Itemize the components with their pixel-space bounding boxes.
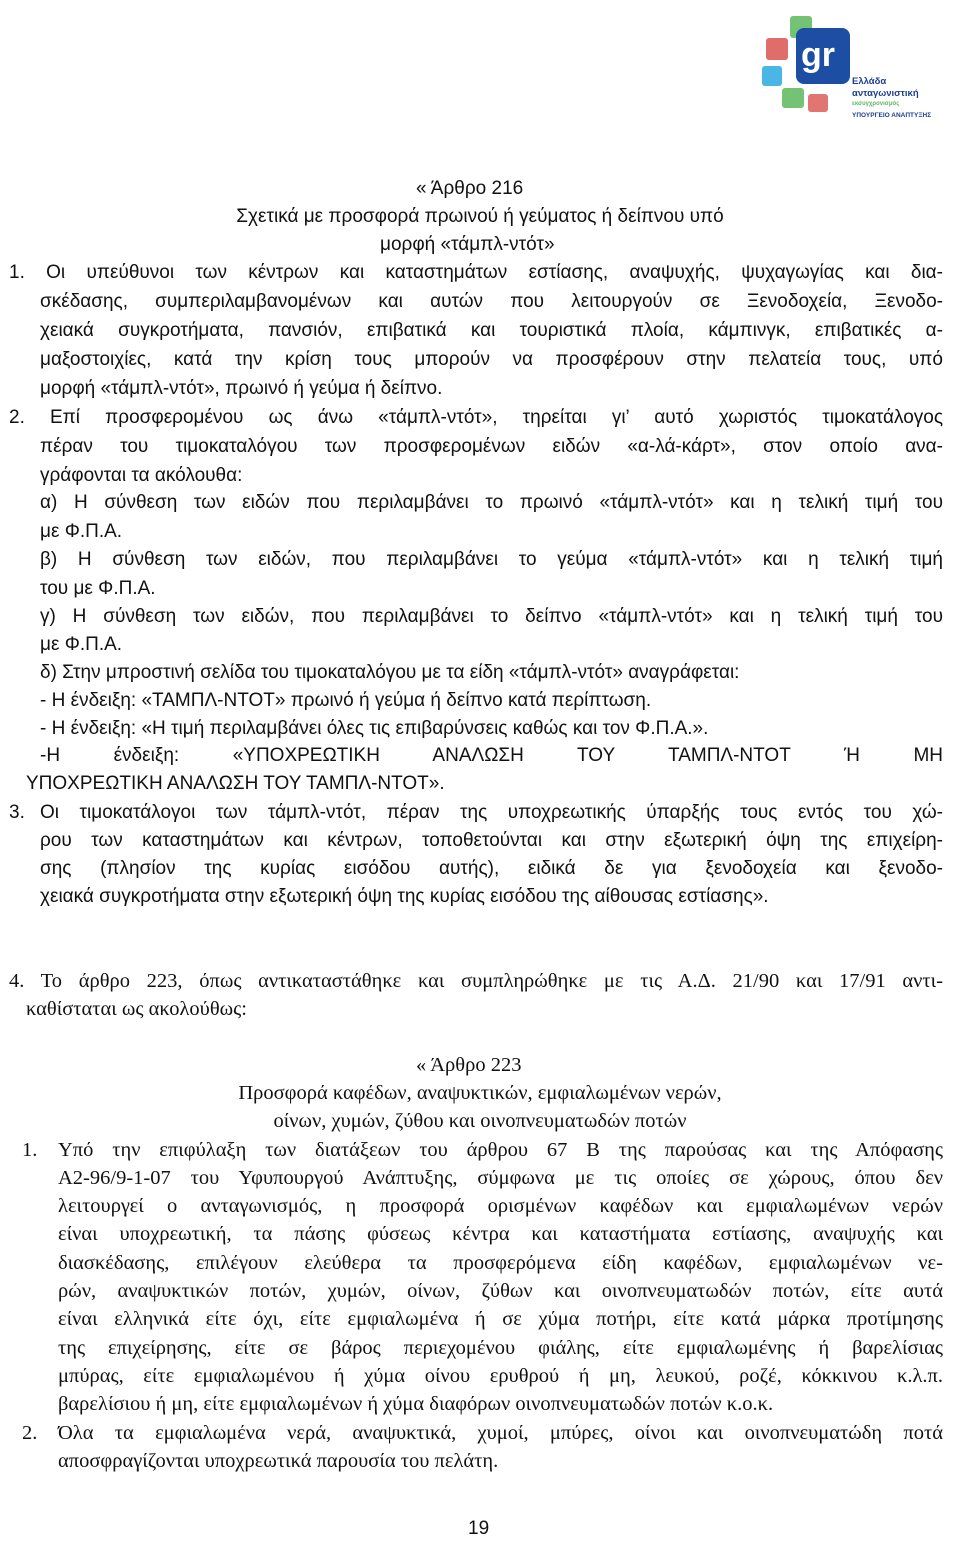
art223-p1-line: είναι υποχρεωτική, τα πάσης φύσεως κέντρα και καταστήματα εστίασης, αναψυχής και — [58, 1223, 943, 1245]
art223-p1-line: μπύρας, είτε εμφιαλωμένου ή χύμα οίνου ερυθρού ή μη, λευκού, ροζέ, κόκκινου κ.λ.π. — [58, 1365, 943, 1387]
art216-p3-number: 3. — [9, 802, 25, 823]
article-223-heading: « Άρθρο 223 — [416, 1054, 522, 1076]
art216-item-b: β) Η σύνθεση των ειδών, που περιλαμβάνει το γεύμα «τάμπλ-ντότ» και η τελική τιμή — [40, 549, 943, 570]
para4-line: καθίσταται ως ακολούθως: — [26, 998, 247, 1020]
art216-item-c: γ) Η σύνθεση των ειδών, που περιλαμβάνει το δείπνο «τάμπλ-ντότ» και η τελική τιμή του — [40, 606, 943, 627]
art223-p2-line: αποσφραγίζονται υποχρεωτικά παρουσία του πελάτη. — [58, 1450, 499, 1472]
art223-p1-number: 1. — [22, 1139, 38, 1161]
art216-item-c-cont: με Φ.Π.Α. — [40, 634, 123, 655]
art216-item-a-cont: με Φ.Π.Α. — [40, 521, 123, 542]
art216-p1-line: χειακά συγκροτήματα, πανσιόν, επιβατικά και τουριστικά πλοία, κάμπινγκ, επιβατικές α- — [40, 320, 943, 341]
art216-item-d-indication2: - Η ένδειξη: «Η τιμή περιλαμβάνει όλες τις επιβαρύνσεις καθώς και τον Φ.Π.Α.». — [40, 718, 709, 739]
page-number: 19 — [468, 1518, 490, 1539]
article-223-title-line2: οίνων, χυμών, ζύθου και οινοπνευματωδών ποτών — [273, 1110, 687, 1132]
art216-item-d-indication3: -Η ένδειξη: «ΥΠΟΧΡΕΩΤΙΚΗ ΑΝΑΛΩΣΗ ΤΟΥ ΤΑΜΠΛ-ΝΤΟΤ Ή ΜΗ — [40, 745, 943, 766]
art216-p1-line: μορφή «τάμπλ-ντότ», πρωινό ή γεύμα ή δείπνο. — [40, 378, 443, 399]
para4-line: 4. Το άρθρο 223, όπως αντικαταστάθηκε και συμπληρώθηκε με τις Α.Δ. 21/90 και 17/91 αντι- — [9, 970, 943, 992]
article-223-title-line1: Προσφορά καφέδων, αναψυκτικών, εμφιαλωμένων νερών, — [238, 1082, 722, 1104]
logo-line3: εκσυγχρονισμός — [852, 101, 900, 107]
art216-p3-line: ρου των καταστημάτων και κέντρων, τοποθετούνται και στην εξωτερική όψη της επιχείρη- — [40, 830, 943, 851]
art216-p3-line: χειακά συγκροτήματα στην εξωτερική όψη της κυρίας εισόδου της αίθουσας εστίασης». — [40, 886, 769, 907]
art223-p1-line: ρών, αναψυκτικών ποτών, χυμών, οίνων, ζύθων και οινοπνευματωδών ποτών, είτε αυτά — [58, 1280, 943, 1302]
article-216-heading: « Άρθρο 216 — [416, 178, 524, 199]
article-216-title-line1: Σχετικά με προσφορά πρωινού ή γεύματος ή δείπνου υπό — [236, 206, 724, 227]
art223-p1-line: διασκέδασης, επιλέγουν ελεύθερα τα προσφερόμενα είδη καφέδων, εμφιαλωμένων νε- — [58, 1252, 943, 1274]
art216-p1-line: σκέδασης, συμπεριλαμβανομένων και αυτών που λειτουργούν σε Ξενοδοχεία, Ξενοδο- — [40, 291, 943, 312]
art216-item-a: α) Η σύνθεση των ειδών που περιλαμβάνει το πρωινό «τάμπλ-ντότ» και η τελική τιμή του — [40, 492, 943, 513]
logo-line1: Ελλάδα — [852, 76, 887, 87]
art223-p1-line: είναι ελληνικά είτε όχι, είτε εμφιαλωμένα ή σε χύμα ποτήρι, είτε κατά μάρκα προτίμησης — [58, 1308, 943, 1330]
art223-p1-line: της επιχείρησης, είτε σε βάρος περιεχομένου φιάλης, είτε εμφιαλωμένης ή βαρελίσιας — [58, 1337, 943, 1359]
art216-p2-line: γράφονται τα ακόλουθα: — [40, 465, 243, 486]
art216-p1-line: 1. Οι υπεύθυνοι των κέντρων και καταστημάτων εστίασης, αναψυχής, ψυχαγωγίας και δια- — [9, 262, 943, 283]
art216-p2-line: 2. Επί προσφερομένου ως άνω «τάμπλ-ντότ», τηρείται γι’ αυτό χωριστός τιμοκατάλογος — [9, 407, 943, 428]
art223-p1-line: βαρελίσιου ή μη, είτε εμφιαλωμένων ή χύμα διαφόρων οινοπνευματωδών ποτών κ.ο.κ. — [58, 1393, 774, 1415]
art216-p3-line: σης (πλησίον της κυρίας εισόδου αυτής), ειδικά δε για ξενοδοχεία και ξενοδο- — [40, 858, 943, 879]
art216-item-d-indication1: - Η ένδειξη: «ΤΑΜΠΛ-ΝΤΟΤ» πρωινό ή γεύμα ή δείπνο κατά περίπτωση. — [40, 690, 652, 711]
art223-p1-line: λειτουργεί ο ανταγωνισμός, η προσφορά ορισμένων καφέδων και εμφιαλωμένων νερών — [58, 1195, 943, 1217]
logo-mark-icon — [756, 10, 852, 122]
logo-line4: ΥΠΟΥΡΓΕΙΟ ΑΝΑΠΤΥΞΗΣ — [852, 112, 932, 119]
art216-p1-line: μαξοστοιχίες, κατά την κρίση τους μπορούν να προσφέρουν στην πελατεία τους, υπό — [40, 349, 943, 370]
art216-p2-line: πέραν του τιμοκαταλόγου των προσφερομένων ειδών «α-λά-κάρτ», στον οποίο ανα- — [40, 436, 943, 457]
art223-p2-number: 2. — [22, 1422, 38, 1444]
ministry-logo — [756, 10, 952, 122]
art223-p1-line: Υπό την επιφύλαξη των διατάξεων του άρθρου 67 Β της παρούσας και της Απόφασης — [58, 1139, 943, 1161]
art216-item-b-cont: του με Φ.Π.Α. — [40, 578, 156, 599]
art216-item-d: δ) Στην μπροστινή σελίδα του τιμοκαταλόγου με τα είδη «τάμπλ-ντότ» αναγράφεται: — [40, 662, 740, 683]
art223-p1-line: Α2-96/9-1-07 του Υφυπουργού Ανάπτυξης, σύμφωνα με τις οποίες σε χώρους, όπου δεν — [58, 1167, 943, 1189]
art216-item-d-indication3-cont: ΥΠΟΧΡΕΩΤΙΚΗ ΑΝΑΛΩΣΗ ΤΟΥ ΤΑΜΠΛ-ΝΤΟΤ». — [26, 773, 445, 794]
svg-text:gr: gr — [801, 36, 835, 74]
art223-p2-line: Όλα τα εμφιαλωμένα νερά, αναψυκτικά, χυμοί, μπύρες, οίνοι και οινοπνευματώδη ποτά — [58, 1422, 943, 1444]
article-216-title-line2: μορφή «τάμπλ-ντότ» — [380, 234, 555, 255]
art216-p3-line: Οι τιμοκατάλογοι των τάμπλ-ντότ, πέραν της υποχρεωτικής ύπαρξής τους εντός του χώ- — [40, 802, 943, 823]
logo-line2: ανταγωνιστική — [852, 88, 919, 99]
